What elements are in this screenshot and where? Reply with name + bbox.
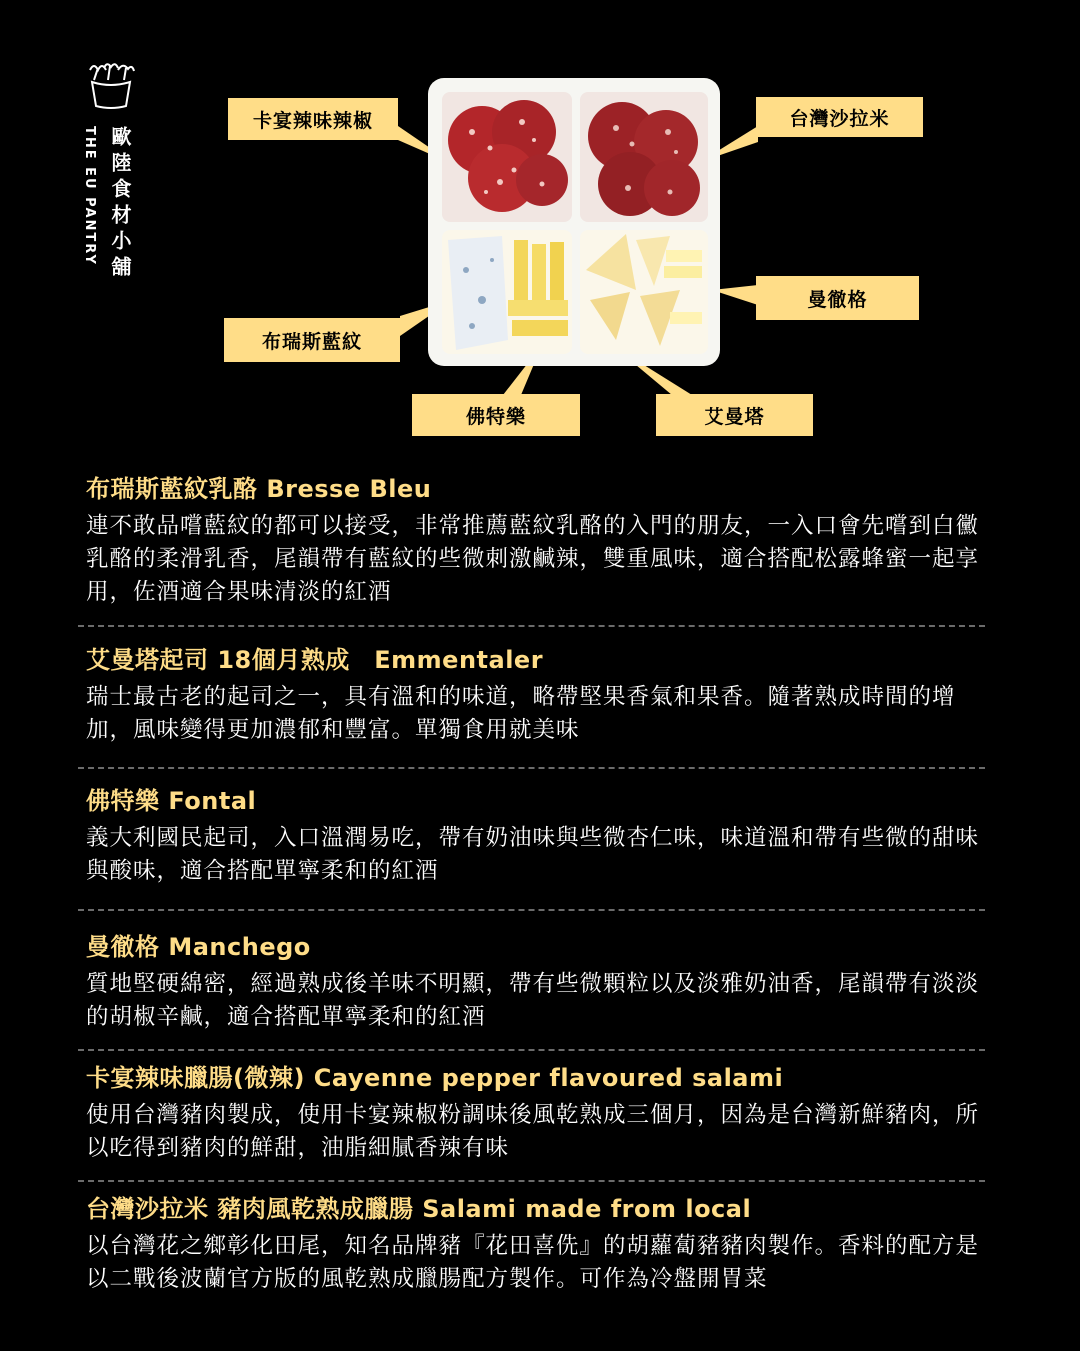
section-taiwan-salami: [86, 1194, 996, 1296]
section-body: 使用台灣豬肉製成，使用卡宴辣椒粉調味後風乾熟成三個月，因為是台灣新鮮豬肉，所以吃得到豬肉的鮮甜，油脂細膩香辣有味: [86, 1102, 980, 1161]
section-title: 曼徹格 Manchego: [86, 933, 311, 961]
section-body: 質地堅硬綿密，經過熟成後羊味不明顯，帶有些微顆粒以及淡雅奶油香，尾韻帶有淡淡的胡椒辛鹹，適合搭配單寧柔和的紅酒: [86, 971, 980, 1030]
section-body: 以台灣花之鄉彰化田尾，知名品牌豬『花田喜侁』的胡蘿蔔豬豬肉製作。香料的配方是以二戰後波蘭官方版的風乾熟成臘腸配方製作。可作為冷盤開胃菜: [86, 1233, 980, 1292]
section-cayenne-salami: [86, 1063, 996, 1165]
label-manchego: 曼徹格: [756, 276, 919, 320]
section-manchego: [86, 932, 996, 1034]
divider: [78, 767, 985, 769]
divider: [78, 625, 985, 627]
section-body: 連不敢品嚐藍紋的都可以接受，非常推薦藍紋乳酪的入門的朋友，一入口會先嚐到白黴乳酪的柔滑乳香，尾韻帶有藍紋的些微刺激鹹辣，雙重風味，適合搭配松露蜂蜜一起享用，佐酒適合果味清淡的紅酒: [86, 513, 980, 605]
section-title: 佛特樂 Fontal: [86, 787, 257, 815]
section-title: 布瑞斯藍紋乳酪 Bresse Bleu: [86, 475, 432, 503]
brand-name-en: THE EU PANTRY: [82, 126, 97, 266]
section-bresse-bleu: [86, 474, 996, 609]
section-emmentaler: [86, 645, 996, 747]
section-title: 艾曼塔起司 18個月熟成 Emmentaler: [86, 646, 544, 674]
cheese-compartment-right: [580, 230, 708, 354]
brand-block: [78, 60, 148, 310]
brand-name-zh: 歐陸食材小舖: [108, 126, 132, 282]
divider: [78, 1049, 985, 1051]
section-body: 瑞士最古老的起司之一，具有溫和的味道，略帶堅果香氣和果香。隨著熟成時間的增加，風味變得更加濃郁和豐富。單獨食用就美味: [86, 684, 956, 743]
cheese-compartment-left: [442, 230, 572, 354]
label-cayenne: 卡宴辣味辣椒: [228, 98, 398, 140]
section-body: 義大利國民起司，入口溫潤易吃，帶有奶油味與些微杏仁味，味道溫和帶有些微的甜味與酸味，適合搭配單寧柔和的紅酒: [86, 825, 980, 884]
divider: [78, 909, 985, 911]
label-fontal: 佛特樂: [412, 394, 580, 436]
divider: [78, 1180, 985, 1182]
section-title: 卡宴辣味臘腸(微辣) Cayenne pepper flavoured salami: [86, 1064, 784, 1092]
vegetable-basket-icon: [80, 60, 142, 110]
charcuterie-tray: [428, 78, 720, 366]
label-taiwan-salami: 台灣沙拉米: [756, 97, 923, 137]
section-title: 台灣沙拉米 豬肉風乾熟成臘腸 Salami made from local: [86, 1195, 752, 1223]
taiwan-salami-compartment: [580, 92, 708, 222]
cayenne-salami-compartment: [442, 92, 572, 222]
label-bresse: 布瑞斯藍紋: [224, 318, 400, 362]
label-emmentaler: 艾曼塔: [656, 394, 813, 436]
section-fontal: [86, 786, 996, 888]
